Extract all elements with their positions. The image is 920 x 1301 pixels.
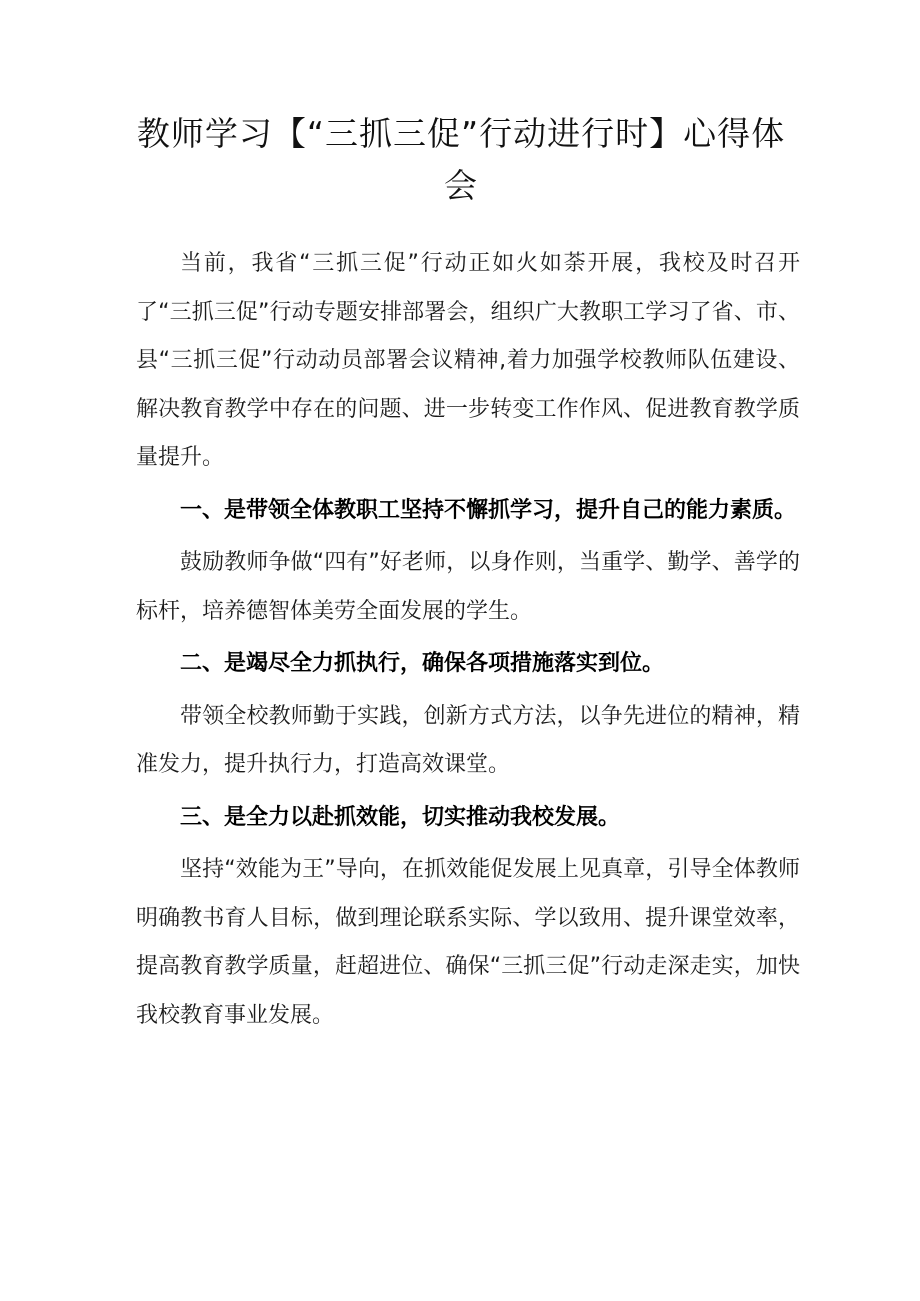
section-heading-3: 三、是全力以赴抓效能，切实推动我校发展。 — [180, 804, 621, 830]
section-paragraph-2: 带领全校教师勤于实践，创新方式方法，以争先进位的精神，精准发力，提升执行力，打造高效课堂。 — [136, 703, 800, 777]
section-paragraph-1: 鼓励教师争做“四有”好老师，以身作则，当重学、勤学、善学的标杆，培养德智体美劳全面发展的学生。 — [136, 550, 800, 624]
document-title: 教师学习【“三抓三促”行动进行时】心得体会 — [136, 114, 786, 205]
intro-paragraph: 当前，我省“三抓三促”行动正如火如荼开展，我校及时召开了“三抓三促”行动专题安排部署会，组织广大教职工学习了省、市、县“三抓三促”行动动员部署会议精神,着力加强学校教师队伍建设、解决教育教学中存在的问题、进一步转变工作作风、促进教育教学质量提升。 — [136, 251, 800, 470]
document-body — [136, 240, 800, 1040]
section-paragraph-3: 坚持“效能为王”导向，在抓效能促发展上见真章，引导全体教师明确教书育人目标，做到理论联系实际、学以致用、提升课堂效率，提高教育教学质量，赶超进位、确保“三抓三促”行动走深走实，加快我校教育事业发展。 — [136, 857, 800, 1028]
section-heading-1: 一、是带领全体教职工坚持不懈抓学习，提升自己的能力素质。 — [180, 497, 797, 523]
section-heading-2: 二、是竭尽全力抓执行，确保各项措施落实到位。 — [180, 651, 665, 676]
